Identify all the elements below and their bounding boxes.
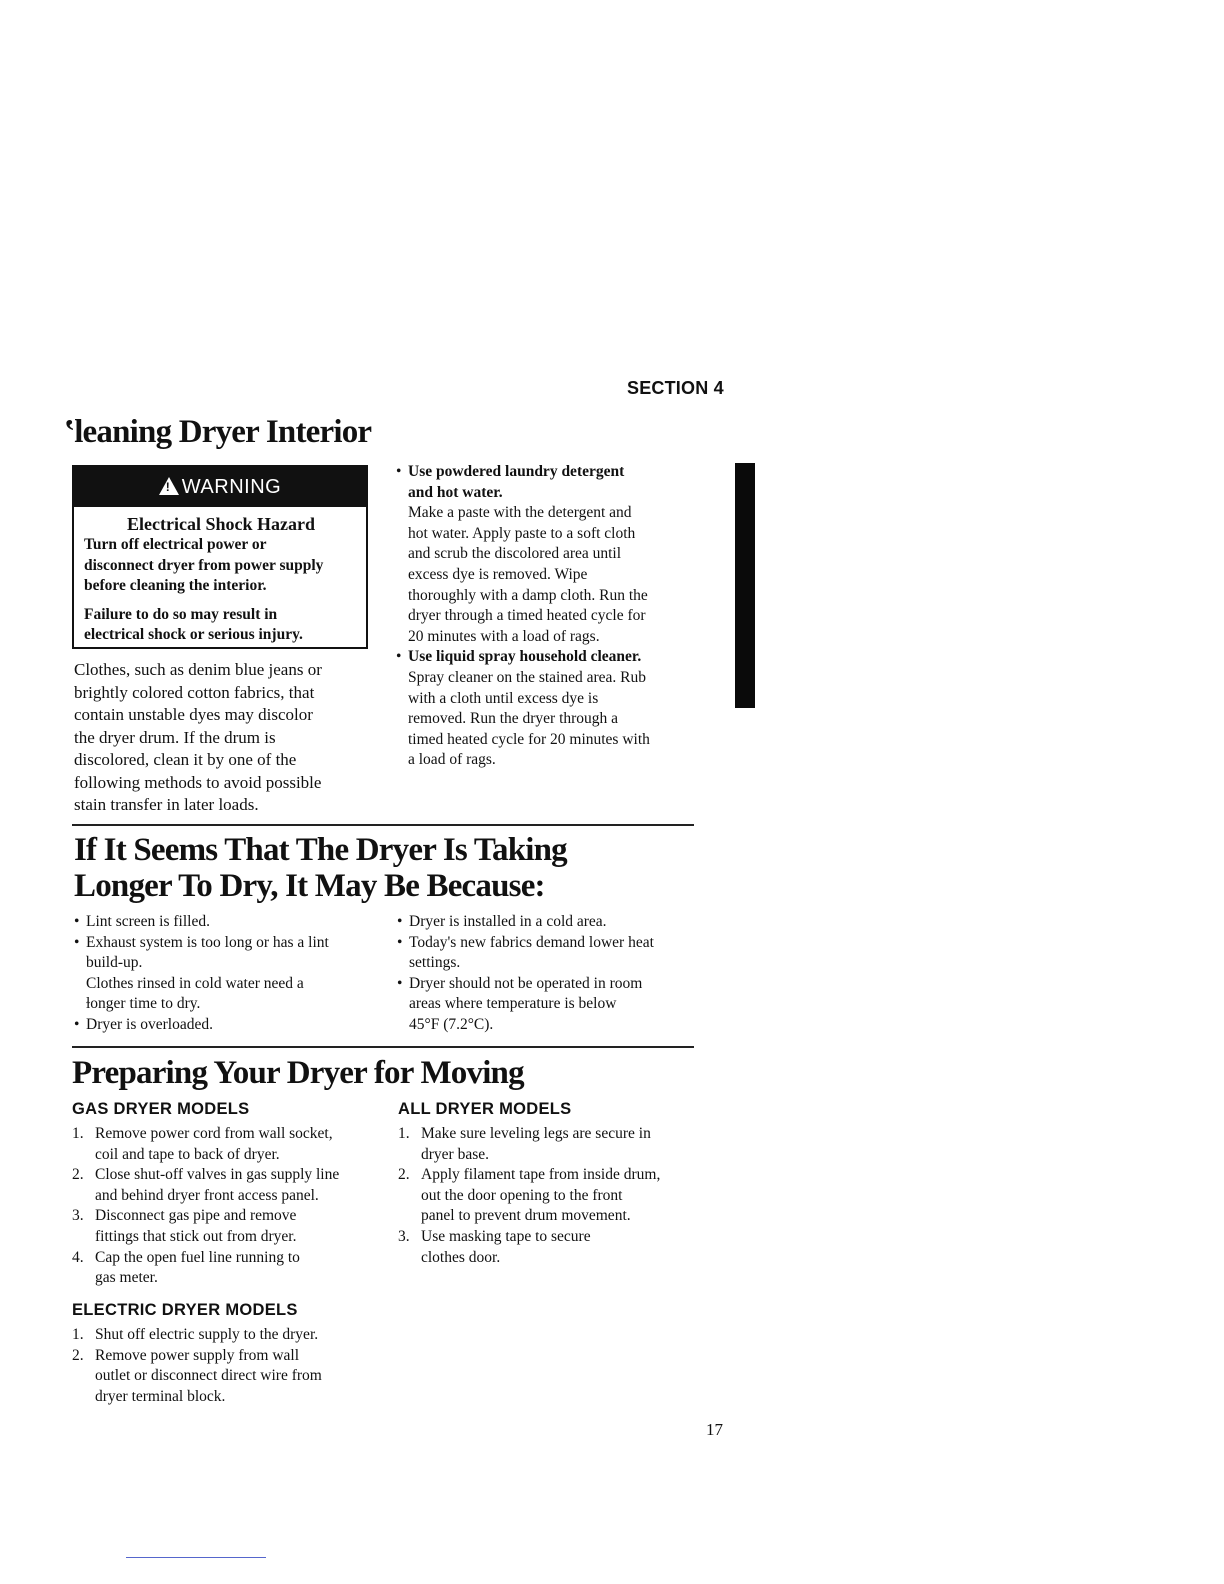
intro-line: contain unstable dyes may discolor (74, 705, 313, 724)
method-1-head: and hot water. (408, 483, 503, 501)
bullet: • (74, 913, 80, 930)
step-line: gas meter. (95, 1269, 158, 1287)
section-tab-marker (735, 463, 755, 708)
all-models-heading: ALL DRYER MODELS (398, 1100, 572, 1118)
cleaning-intro (74, 659, 374, 817)
warning-line: disconnect dryer from power supply (84, 556, 324, 574)
intro-line: the dryer drum. If the drum is (74, 727, 276, 747)
method-1-line: hot water. Apply paste to a soft cloth (408, 524, 636, 542)
step-number: 2. (398, 1166, 410, 1184)
bullet: • (74, 933, 80, 951)
intro-line: stain transfer in later loads. (74, 795, 259, 814)
step-line: Disconnect gas pipe and remove (95, 1207, 297, 1225)
step-line: Cap the open fuel line running to (95, 1248, 300, 1266)
longer-title-line-2: Longer To Dry, It May Be Because: (74, 868, 545, 904)
step-line: and behind dryer front access panel. (95, 1186, 319, 1204)
list-item (398, 1124, 708, 1165)
list-item (74, 974, 384, 1015)
reason-line: Clothes rinsed in cold water need a (86, 974, 304, 992)
step-line: panel to prevent drum movement. (421, 1207, 631, 1225)
reason-line: Lint screen is filled. (86, 913, 210, 930)
method-2-line: a load of rags. (408, 751, 496, 769)
intro-line: following methods to avoid possible (74, 772, 322, 792)
warning-line: Turn off electrical power or (84, 536, 267, 553)
longer-title-line-1: If It Seems That The Dryer Is Taking (74, 832, 567, 868)
bullet: • (397, 913, 403, 930)
method-2-line: removed. Run the dryer through a (408, 710, 619, 728)
reason-line: build-up. (86, 954, 143, 972)
step-number: 3. (72, 1207, 84, 1225)
step-number: 3. (398, 1227, 410, 1245)
list-item (72, 1325, 382, 1346)
step-line: Make sure leveling legs are secure in (421, 1125, 651, 1142)
method-1 (396, 462, 716, 647)
reason-line: ɫonger time to dry. (86, 995, 201, 1013)
electric-steps (72, 1325, 382, 1407)
step-line: Remove power supply from wall (95, 1346, 300, 1364)
reason-line: Dryer is overloaded. (86, 1015, 213, 1033)
method-1-line: dryer through a timed heated cycle for (408, 607, 646, 625)
step-line: Remove power cord from wall socket, (95, 1125, 333, 1142)
list-item (74, 933, 384, 974)
step-number: 2. (72, 1346, 84, 1364)
step-line: clothes door. (421, 1248, 501, 1266)
reason-line: 45°F (7.2°C). (409, 1015, 494, 1033)
list-item (398, 1227, 708, 1268)
intro-line: discolored, clean it by one of the (74, 750, 297, 769)
gas-models-heading: GAS DRYER MODELS (72, 1100, 250, 1118)
intro-line: Clothes, such as denim blue jeans or (74, 660, 322, 679)
section-divider (72, 824, 694, 826)
section-label: SECTION 4 (627, 378, 724, 398)
footer-rule (126, 1557, 266, 1558)
reason-line: settings. (409, 954, 461, 972)
list-item (397, 974, 707, 1036)
bullet: • (397, 933, 403, 951)
electric-models-heading: ELECTRIC DRYER MODELS (72, 1301, 298, 1319)
list-item (398, 1165, 708, 1227)
longer-reasons-left (74, 912, 384, 1036)
reason-line: Dryer is installed in a cold area. (409, 913, 607, 930)
warning-banner (74, 467, 366, 507)
bullet: • (74, 1015, 80, 1033)
method-1-line: and scrub the discolored area until (408, 545, 622, 563)
method-1-head: Use powdered laundry detergent (408, 463, 625, 480)
warning-heading: Electrical Shock Hazard (127, 514, 315, 534)
step-number: 1. (398, 1125, 410, 1142)
cleaning-title: ʽleaning Dryer Interior (64, 414, 372, 450)
list-item (72, 1206, 382, 1247)
bullet: • (397, 974, 403, 992)
all-steps (398, 1124, 708, 1268)
bullet: • (396, 648, 402, 666)
warning-line: Failure to do so may result in (84, 605, 278, 623)
list-item (72, 1124, 382, 1165)
reason-line: Today's new fabrics demand lower heat (409, 933, 654, 951)
reason-line: Dryer should not be operated in room (409, 974, 643, 992)
step-line: dryer terminal block. (95, 1387, 226, 1405)
bullet: • (396, 463, 402, 480)
list-item (72, 1165, 382, 1206)
cleaning-methods (396, 462, 716, 771)
longer-reasons-right (397, 912, 707, 1036)
list-item (72, 1346, 382, 1408)
method-2 (396, 647, 716, 771)
reason-line: areas where temperature is below (409, 995, 617, 1013)
method-2-head: Use liquid spray household cleaner. (408, 648, 642, 666)
warning-line: before cleaning the interior. (84, 577, 267, 594)
step-line: Close shut-off valves in gas supply line (95, 1166, 340, 1184)
list-item (74, 1015, 384, 1036)
list-item (72, 1248, 382, 1289)
method-1-line: thoroughly with a damp cloth. Run the (408, 586, 648, 604)
reason-line: Exhaust system is too long or has a lint (86, 933, 329, 951)
method-1-line: 20 minutes with a load of rags. (408, 627, 600, 645)
step-line: Apply filament tape from inside drum, (421, 1166, 661, 1184)
section-divider (72, 1046, 694, 1048)
step-number: 1. (72, 1326, 84, 1343)
step-line: coil and tape to back of dryer. (95, 1145, 280, 1163)
list-item (397, 912, 707, 933)
method-1-line: excess dye is removed. Wipe (408, 565, 588, 583)
moving-title: Preparing Your Dryer for Moving (72, 1055, 524, 1091)
gas-steps (72, 1124, 382, 1289)
warning-triangle-icon (159, 477, 179, 495)
page-number: 17 (706, 1420, 723, 1439)
method-2-line: Spray cleaner on the stained area. Rub (408, 668, 647, 686)
step-line: dryer base. (421, 1145, 489, 1163)
step-line: out the door opening to the front (421, 1186, 623, 1204)
method-1-line: Make a paste with the detergent and (408, 504, 632, 522)
warning-line: electrical shock or serious injury. (84, 626, 303, 643)
step-number: 2. (72, 1166, 84, 1184)
step-line: fittings that stick out from dryer. (95, 1227, 297, 1245)
step-number: 4. (72, 1248, 84, 1266)
list-item (397, 933, 707, 974)
step-number: 1. (72, 1125, 84, 1142)
warning-box (72, 465, 368, 649)
method-2-line: with a cloth until excess dye is (408, 689, 599, 707)
step-line: Use masking tape to secure (421, 1227, 591, 1245)
warning-banner-label: WARNING (181, 475, 282, 498)
method-2-line: timed heated cycle for 20 minutes with (408, 730, 650, 748)
intro-line: brightly colored cotton fabrics, that (74, 682, 315, 702)
list-item (74, 912, 384, 933)
step-line: Shut off electric supply to the dryer. (95, 1326, 319, 1343)
step-line: outlet or disconnect direct wire from (95, 1367, 322, 1385)
